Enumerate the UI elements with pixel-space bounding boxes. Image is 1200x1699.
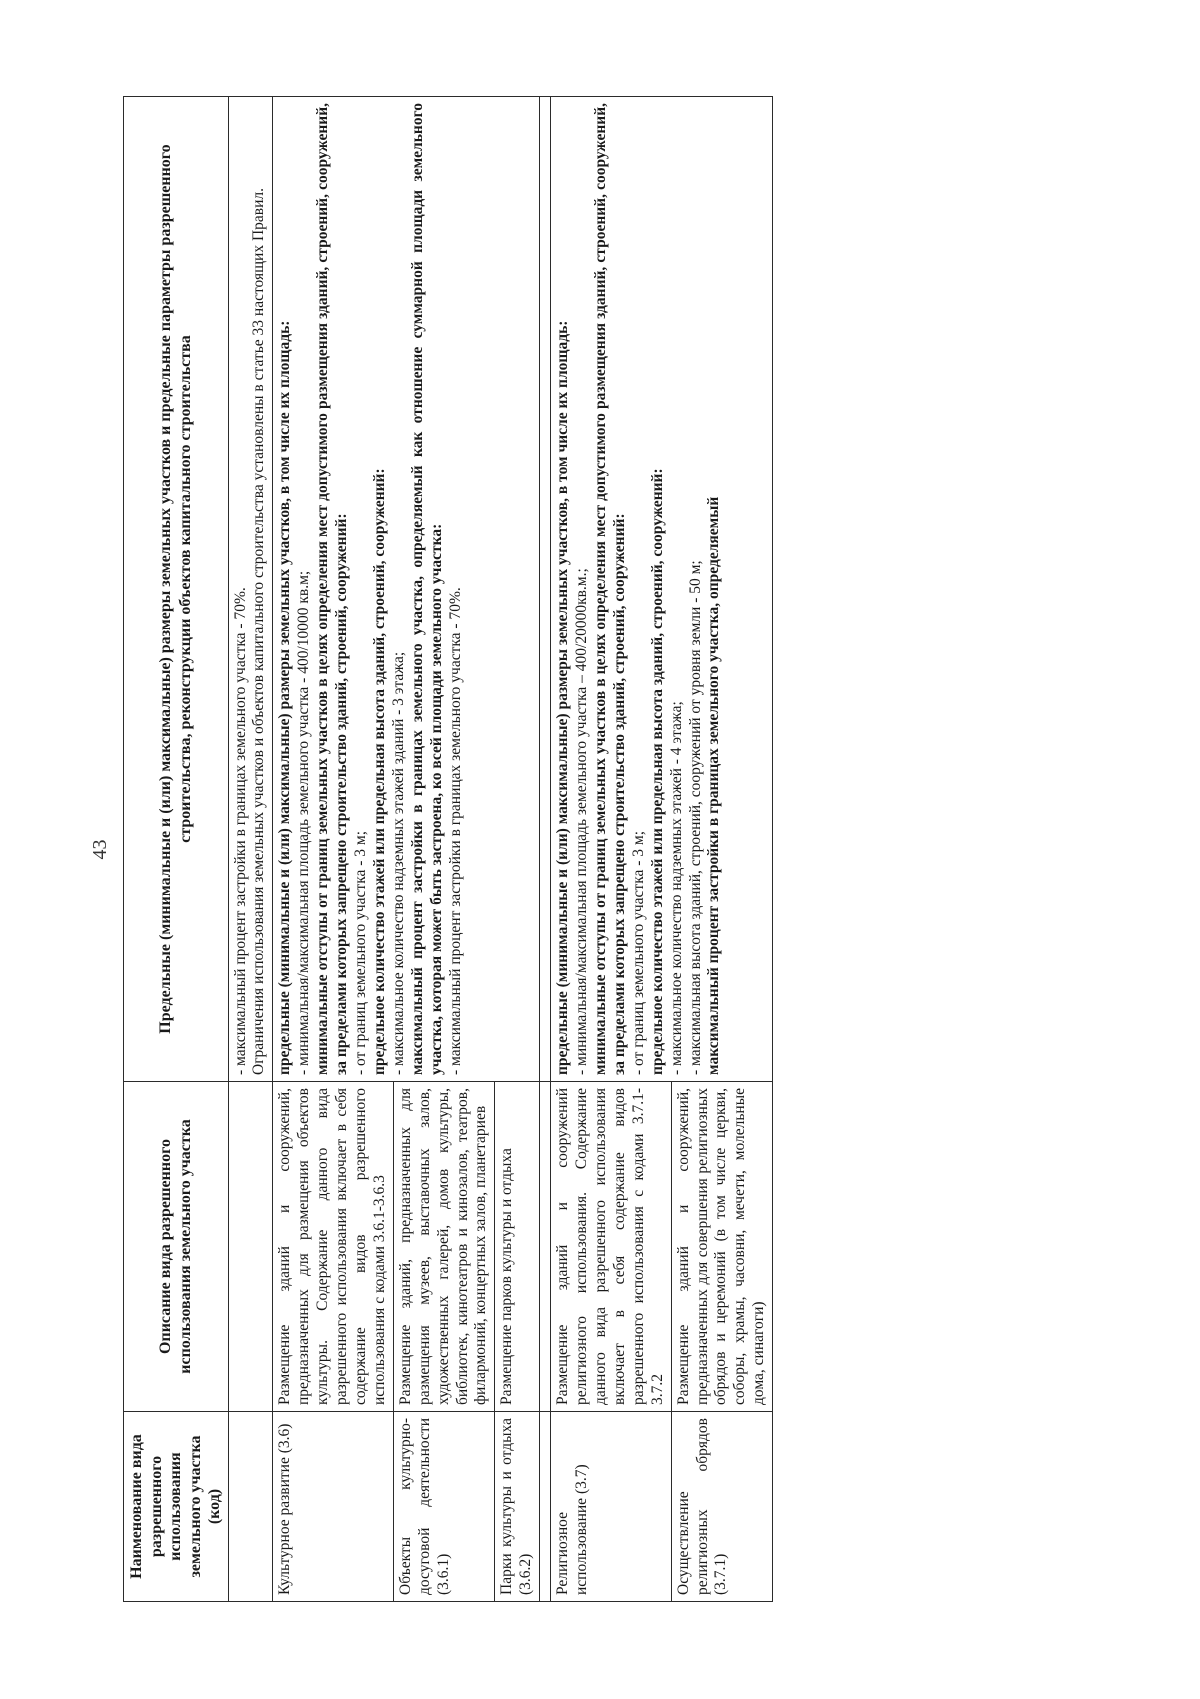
- param-line: предельное количество этажей или предельная высота зданий, строений, сооружений:: [370, 468, 388, 1075]
- land-use-table: [123, 96, 773, 1602]
- param-line: Ограничения использования земельных участков и объектов капитального строительства установлены в статье 33 настоящих Правил.: [250, 187, 268, 1075]
- row-name: Парки культуры и отдыха (3.6.2): [495, 1412, 540, 1602]
- param-line: - минимальная/максимальная площадь земельного участка – 400/20000кв.м.;: [573, 568, 591, 1075]
- row-description: Размещение парков культуры и отдыха: [495, 1082, 540, 1412]
- param-line: - от границ земельного участка - 3 м;: [352, 830, 370, 1075]
- table-row: [273, 97, 393, 1602]
- param-line: предельное количество этажей или предельная высота зданий, строений, сооружений:: [648, 468, 666, 1075]
- param-line: - от границ земельного участка - 3 м;: [629, 830, 647, 1075]
- table-row: [551, 97, 671, 1602]
- table-row: [228, 97, 273, 1602]
- row-params: [273, 97, 540, 1082]
- header-description: Описание вида разрешенного использования земельного участка: [124, 1082, 229, 1412]
- param-line: максимальный процент застройки в границах земельного участка, определяемый как отношение суммарной площади земельного участка, которая может быть застроена, ко всей площади земельного участка:: [408, 103, 445, 1075]
- row-description: Размещение зданий, предназначенных для размещения музеев, выставочных залов, художественных галерей, домов культуры, библиотек, кинотеатров и кинозалов, театров, филармоний, концертных залов, планетариев: [393, 1082, 495, 1412]
- header-name: Наименование вида разрешенного использования земельного участка (код): [124, 1412, 229, 1602]
- param-line: предельные (минимальные и (или) максимальные) размеры земельных участков, в том числе их площадь:: [554, 320, 572, 1075]
- param-line: - максимальная высота зданий, строений, сооружений от уровня земли - 50 м;: [686, 560, 704, 1075]
- row-description: Размещение зданий и сооружений религиозного использования. Содержание данного вида разрешенного использования включает в себя содержание видов разрешенного использования с кодами 3.7.1-3.7.2: [551, 1082, 671, 1412]
- row-params: [551, 97, 773, 1082]
- row-name: Объекты культурно-досуговой деятельности (3.6.1): [393, 1412, 495, 1602]
- param-line: минимальные отступы от границ земельных участков в целях определения мест допустимого размещения зданий, строений, сооружений, за пределами которых запрещено строительство зданий, строений, сооружений:: [591, 103, 628, 1075]
- row-description: [228, 1082, 273, 1412]
- param-line: - максимальное количество надземных этажей зданий - 3 этажа;: [389, 651, 407, 1075]
- param-line: - минимальная/максимальная площадь земельного участка - 400/10000 кв.м;: [295, 570, 313, 1075]
- row-name: [228, 1412, 273, 1602]
- param-line: максимальный процент застройки в границах земельного участка, определяемый: [705, 496, 723, 1075]
- row-separator: [540, 97, 551, 1602]
- row-name: Религиозное использование (3.7): [551, 1412, 671, 1602]
- row-description: Размещение зданий и сооружений, предназначенных для совершения религиозных обрядов и церемоний (в том числе церкви, соборы, храмы, часовни, мечети, молельные дома, синагоги): [671, 1082, 773, 1412]
- row-name: Культурное развитие (3.6): [273, 1412, 393, 1602]
- param-line: минимальные отступы от границ земельных участков в целях определения мест допустимого размещения зданий, строений, сооружений, за пределами которых запрещено строительство зданий, строений, сооружений:: [314, 103, 351, 1075]
- row-params: [228, 97, 273, 1082]
- table-header-row: [124, 97, 229, 1602]
- row-name: Осуществление религиозных обрядов (3.7.1): [671, 1412, 773, 1602]
- rotated-page: [75, 87, 1125, 1612]
- header-params: Предельные (минимальные и (или) максимальные) размеры земельных участков и предельные параметры разрешенного строительства, реконструкции объектов капитального строительства: [124, 97, 229, 1082]
- page-number: 43: [89, 839, 111, 860]
- param-line: предельные (минимальные и (или) максимальные) размеры земельных участков, в том числе их площадь:: [276, 320, 294, 1075]
- param-line: - максимальный процент застройки в границах земельного участка - 70%.: [231, 587, 249, 1075]
- row-description: Размещение зданий и сооружений, предназначенных для размещения объектов культуры. Содержание данного вида разрешенного использования включает в себя содержание видов разрешенного использования с кодами 3.6.1-3.6.3: [273, 1082, 393, 1412]
- param-line: - максимальный процент застройки в границах земельного участка - 70%.: [446, 587, 464, 1075]
- param-line: - максимальное количество надземных этажей - 4 этажа;: [667, 701, 685, 1075]
